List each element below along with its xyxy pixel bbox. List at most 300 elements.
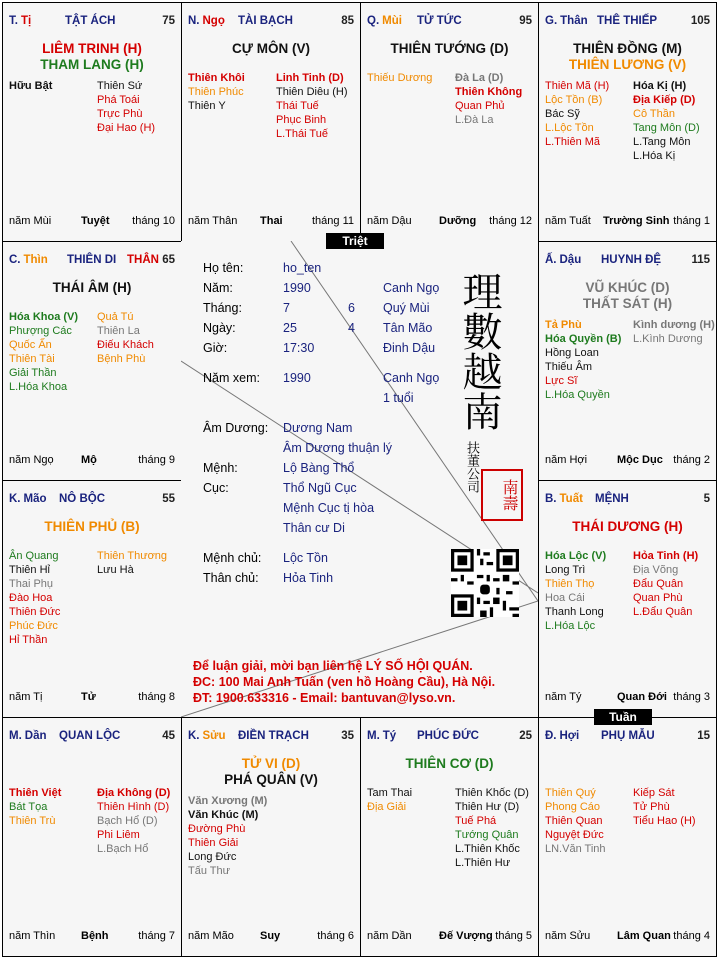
palace-header [9, 493, 177, 507]
minor-star: Địa Võng [633, 564, 679, 576]
year-label: năm Mão [188, 930, 234, 942]
palace-ty2 [360, 717, 539, 957]
info-label: Mệnh: [203, 461, 238, 475]
stem-label: K. [188, 730, 200, 742]
palace-name: THÊ THIẾP [597, 15, 658, 27]
month-label: tháng 6 [317, 930, 354, 942]
minor-star: Long Đức [188, 851, 237, 863]
palace-footer [9, 691, 177, 705]
minor-star: Lộc Tồn (B) [545, 94, 603, 106]
minor-star: L.Hóa Lộc [545, 620, 596, 632]
palace-dan [2, 717, 182, 957]
minor-star: Thiên Khốc (D) [455, 787, 529, 799]
palace-thin [2, 241, 182, 481]
minor-star: Phúc Đức [9, 620, 58, 632]
stem-label: K. [9, 493, 21, 505]
minor-stars-right [633, 79, 700, 163]
minor-star: L.Hóa Quyền [545, 389, 610, 401]
palace-footer [9, 454, 177, 468]
minor-star: L.Tang Môn [633, 136, 691, 148]
palace-ty [2, 2, 182, 242]
palace-ngo [181, 2, 361, 242]
minor-stars-left [188, 71, 245, 113]
branch-label: Ngọ [202, 15, 225, 27]
palace-dau [538, 241, 717, 481]
side-calligraphy: 扶董公司 [464, 441, 479, 493]
info-canchi: Canh Ngọ [383, 281, 440, 295]
info-value: Lộc Tồn [283, 551, 328, 565]
stem-label: C. [9, 254, 21, 266]
decade-age: 65 [162, 254, 175, 266]
info-canchi: Canh Ngọ [383, 371, 440, 385]
info-value: Thân cư Di [283, 521, 345, 535]
minor-stars-left [367, 786, 412, 814]
month-label: tháng 8 [138, 691, 175, 703]
minor-star: Đẩu Quân [633, 578, 684, 590]
minor-star: Tam Thai [367, 787, 413, 799]
palace-footer [9, 930, 177, 944]
minor-star: Hồng Loan [545, 347, 599, 359]
minor-star: Thiên Đức [9, 606, 61, 618]
minor-star: L.Thiên Mã [545, 136, 601, 148]
branch-stem [9, 15, 31, 27]
branch-label: Mùi [382, 15, 402, 27]
month-label: tháng 9 [138, 454, 175, 466]
branch-stem [9, 730, 47, 742]
minor-star: Hỉ Thần [9, 634, 48, 646]
minor-star: Thiên Quan [545, 815, 603, 827]
main-star: THÁI ÂM (H) [52, 280, 132, 295]
minor-star: Kiếp Sát [633, 787, 675, 799]
info-label: Âm Dương: [203, 421, 269, 435]
minor-star: Thiên Tài [9, 353, 55, 365]
minor-star: Giải Thần [9, 367, 57, 379]
year-label: năm Dậu [367, 215, 412, 227]
minor-star: Thiên Hỉ [9, 564, 50, 576]
minor-star: Cô Thần [633, 108, 675, 120]
decade-age: 45 [162, 730, 175, 742]
minor-star: Thiên Không [455, 86, 523, 98]
info-value: 1990 [283, 281, 311, 295]
palace-mao [2, 480, 182, 718]
info-label: Tháng: [203, 301, 242, 315]
branch-stem [545, 15, 588, 27]
minor-star: Thiên Diêu (H) [276, 86, 348, 98]
info-value: Hỏa Tinh [283, 571, 334, 585]
minor-star: Thiên Việt [9, 787, 62, 799]
minor-star: Thiếu Âm [545, 361, 593, 373]
minor-star: Thiên La [97, 325, 140, 337]
info-canchi: Quý Mùi [383, 301, 430, 315]
main-star: THIÊN LƯƠNG (V) [568, 57, 687, 72]
palace-footer [367, 930, 534, 944]
branch-stem [367, 730, 396, 742]
minor-star: Thiếu Dương [367, 72, 433, 84]
minor-star: Thiên Trù [9, 815, 56, 827]
minor-stars-right [633, 786, 696, 828]
stem-label: B. [545, 493, 557, 505]
palace-footer [9, 215, 177, 229]
minor-star: Lực Sĩ [545, 375, 578, 387]
minor-stars-left [545, 786, 606, 856]
palace-footer [545, 215, 712, 229]
palace-name: ĐIỀN TRẠCH [238, 730, 309, 742]
contact-line-1: Để luận giải, mời bạn liên hệ LÝ SỐ HỘI QUÁN. [193, 659, 473, 673]
info-value: 7 [283, 301, 290, 315]
minor-stars-left [367, 71, 432, 85]
palace-hoi [538, 717, 717, 957]
palace-header [545, 730, 712, 744]
stem-label: M. [9, 730, 22, 742]
minor-star: L.Đẩu Quân [633, 606, 693, 618]
main-star: THIÊN PHỦ (B) [44, 519, 140, 534]
palace-header [367, 730, 534, 744]
minor-star: Thanh Long [545, 606, 604, 618]
minor-star: Hóa Lộc (V) [545, 550, 607, 562]
info-value: 17:30 [283, 341, 315, 355]
info-label: Thân chủ: [203, 571, 259, 585]
info-label: Năm: [203, 281, 233, 295]
palace-footer [545, 454, 712, 468]
branch-label: Dần [24, 730, 47, 742]
info-label: Năm xem: [203, 371, 260, 385]
minor-star: Tướng Quân [455, 829, 519, 841]
info-value: Lộ Bàng Thổ [283, 461, 355, 475]
month-label: tháng 7 [138, 930, 175, 942]
info-value: 1990 [283, 371, 311, 385]
palace-header [367, 15, 534, 29]
life-stage: Dưỡng [439, 215, 477, 227]
minor-star: Đào Hoa [9, 592, 53, 604]
branch-stem [545, 730, 579, 742]
palace-header [188, 15, 356, 29]
palace-mui [360, 2, 539, 242]
minor-stars-left [9, 786, 61, 828]
palace-name: PHỤ MẪU [601, 730, 655, 742]
minor-star: Hóa Khoa (V) [9, 311, 79, 323]
stem-label: M. [367, 730, 380, 742]
palace-tuat [538, 480, 717, 718]
palace-footer [545, 930, 712, 944]
minor-star: Hỏa Tinh (H) [633, 550, 699, 562]
minor-star: Hóa Quyền (B) [545, 333, 622, 345]
calligraphy-title: 理數越南 [456, 271, 502, 431]
minor-star: Thái Tuế [276, 100, 319, 112]
main-star: THIÊN CƠ (D) [405, 756, 494, 771]
main-star: THIÊN ĐỒNG (M) [573, 41, 682, 56]
minor-star: Văn Khúc (M) [188, 809, 259, 821]
main-star: THIÊN TƯỚNG (D) [390, 41, 509, 56]
life-stage: Suy [260, 930, 281, 942]
minor-star: Phượng Các [9, 325, 72, 337]
palace-than [538, 2, 717, 242]
minor-star: Thiên Y [188, 100, 226, 112]
minor-star: L.Thiên Khốc [455, 843, 520, 855]
body-palace-marker: THÂN [127, 254, 159, 266]
month-label: tháng 12 [489, 215, 532, 227]
branch-label: Tị [20, 15, 32, 27]
decade-age: 55 [162, 493, 175, 505]
stem-label: Đ. [545, 730, 557, 742]
branch-label: Dậu [559, 254, 582, 266]
month-label: tháng 4 [673, 930, 710, 942]
decade-age: 105 [690, 15, 710, 27]
minor-star: Văn Xương (M) [188, 795, 268, 807]
main-star: PHÁ QUÂN (V) [224, 772, 318, 787]
stem-label: T. [9, 15, 18, 27]
minor-star: Bạch Hổ (D) [97, 815, 158, 827]
minor-stars-right [455, 71, 522, 127]
decade-age: 115 [691, 254, 710, 266]
palace-name: MỆNH [595, 493, 629, 505]
year-label: năm Thân [188, 215, 238, 227]
minor-star: Tuế Phá [455, 815, 497, 827]
stem-label: G. [545, 15, 558, 27]
minor-star: Điếu Khách [97, 339, 154, 351]
palace-name: PHÚC ĐỨC [417, 730, 479, 742]
contact-line-3: ĐT: 1900.633316 - Email: bantuvan@lyso.vn. [193, 691, 456, 705]
decade-age: 95 [519, 15, 532, 27]
minor-stars-left [545, 549, 606, 633]
year-label: năm Mùi [9, 215, 52, 227]
minor-star: Bát Tọa [9, 801, 48, 813]
branch-label: Thân [560, 15, 588, 27]
year-label: năm Sửu [545, 930, 591, 942]
info-value: 25 [283, 321, 297, 335]
minor-star: Nguyệt Đức [545, 829, 604, 841]
year-label: năm Tị [9, 691, 43, 703]
minor-star: Hóa Kị (H) [633, 80, 687, 92]
decade-age: 85 [341, 15, 354, 27]
minor-star: Quan Phù [633, 592, 683, 604]
minor-stars-left [9, 310, 78, 394]
minor-star: L.Lộc Tồn [545, 122, 594, 134]
stem-label: N. [188, 15, 200, 27]
minor-star: Địa Không (D) [97, 787, 171, 799]
palace-header [545, 254, 712, 268]
info-label: Họ tên: [203, 261, 244, 275]
branch-label: Tý [382, 730, 397, 742]
minor-star: L.Đà La [455, 114, 494, 126]
minor-star: Hữu Bật [9, 80, 53, 92]
main-star: THÁI DƯƠNG (H) [572, 519, 683, 534]
minor-star: Kình dương (H) [633, 319, 715, 331]
contact-line-2: ĐC: 100 Mai Anh Tuấn (ven hồ Hoàng Cầu), Hà Nội. [193, 675, 496, 689]
minor-star: Thai Phụ [9, 578, 54, 590]
minor-star: Thiên Sứ [97, 80, 143, 92]
minor-star: Ân Quang [9, 550, 59, 562]
branch-stem [367, 15, 402, 27]
branch-label: Tuất [559, 493, 583, 505]
minor-stars-left [9, 549, 60, 647]
decade-age: 15 [697, 730, 710, 742]
minor-stars-right [97, 79, 155, 135]
minor-star: Phong Cáo [545, 801, 601, 813]
minor-star: Tiểu Hao (H) [633, 815, 696, 827]
life-stage: Thai [260, 215, 283, 227]
main-star: THAM LANG (H) [40, 57, 144, 72]
minor-star: Thiên Thọ [545, 578, 595, 590]
palace-header [545, 493, 712, 507]
minor-star: Bác Sỹ [545, 108, 580, 120]
life-stage: Mộ [81, 454, 97, 466]
palace-header [9, 254, 177, 268]
minor-star: Phi Liêm [97, 829, 140, 841]
minor-star: Tang Môn (D) [633, 122, 700, 134]
tuan-marker: Tuần [594, 709, 652, 725]
minor-stars-right [97, 310, 154, 366]
minor-star: Bệnh Phù [97, 353, 146, 365]
branch-label: Mão [23, 493, 47, 505]
minor-star: Tả Phù [545, 319, 582, 331]
minor-stars-right [97, 786, 170, 856]
minor-star: Địa Kiếp (D) [633, 94, 696, 106]
minor-stars-right [276, 71, 348, 141]
minor-stars-left [545, 318, 621, 402]
minor-star: L.Thiên Hư [455, 857, 511, 869]
info-value: ho_ten [283, 261, 322, 275]
info-label: Ngày: [203, 321, 236, 335]
main-star: THẤT SÁT (H) [582, 296, 673, 311]
branch-stem [545, 254, 581, 266]
main-star: VŨ KHÚC (D) [585, 280, 670, 295]
qr-code-icon[interactable] [451, 549, 519, 617]
palace-suu [181, 717, 361, 957]
life-stage: Lâm Quan [617, 930, 671, 942]
minor-star: Lưu Hà [97, 564, 134, 576]
decade-age: 35 [341, 730, 354, 742]
minor-star: Đại Hao (H) [97, 122, 156, 134]
minor-star: Thiên Mã (H) [545, 80, 610, 92]
palace-footer [188, 215, 356, 229]
month-label: tháng 10 [132, 215, 175, 227]
palace-footer [367, 215, 534, 229]
year-label: năm Thìn [9, 930, 56, 942]
palace-footer [188, 930, 356, 944]
info-canchi: 1 tuổi [383, 391, 414, 405]
minor-star: L.Kình Dương [633, 333, 703, 345]
minor-star: Đà La (D) [455, 72, 504, 84]
month-label: tháng 1 [673, 215, 710, 227]
minor-stars-right [633, 549, 698, 619]
minor-star: Trực Phù [97, 108, 143, 120]
info-label: Mệnh chủ: [203, 551, 262, 565]
minor-star: Hoa Cái [545, 592, 585, 604]
year-label: năm Ngọ [9, 454, 54, 466]
minor-star: Thiên Hư (D) [455, 801, 520, 813]
decade-age: 75 [162, 15, 175, 27]
minor-star: Phục Binh [276, 114, 327, 126]
palace-header [545, 15, 712, 29]
minor-stars-right [97, 549, 167, 577]
palace-name: THIÊN DI [67, 254, 117, 266]
branch-label: Thìn [23, 254, 48, 266]
month-label: tháng 3 [673, 691, 710, 703]
branch-stem [545, 493, 583, 505]
year-label: năm Hợi [545, 454, 588, 466]
decade-age: 25 [519, 730, 532, 742]
minor-star: Địa Giải [367, 801, 407, 813]
minor-star: LN.Văn Tinh [545, 843, 606, 855]
minor-star: Thiên Giải [188, 837, 239, 849]
info-value: Thổ Ngũ Cục [283, 481, 357, 495]
branch-stem [9, 254, 48, 266]
info-value: Mệnh Cục tị hòa [283, 501, 375, 515]
stem-label: Q. [367, 15, 380, 27]
month-label: tháng 11 [311, 215, 354, 227]
minor-star: Thiên Hình (D) [97, 801, 170, 813]
palace-name: TỬ TỨC [417, 15, 462, 27]
minor-star: Thiên Thương [97, 550, 168, 562]
month-label: tháng 2 [673, 454, 710, 466]
life-stage: Đế Vượng [439, 930, 493, 942]
center-info-panel [181, 241, 538, 717]
palace-name: TÀI BẠCH [238, 15, 293, 27]
life-stage: Mộc Dục [617, 454, 663, 466]
month-label: tháng 5 [495, 930, 532, 942]
info-label: Giờ: [203, 341, 228, 355]
branch-stem [188, 15, 225, 27]
minor-star: L.Bạch Hổ [97, 843, 149, 855]
branch-label: Sửu [202, 730, 226, 742]
info-canchi: Đinh Dậu [383, 341, 436, 355]
palace-header [188, 730, 356, 744]
minor-star: Linh Tinh (D) [276, 72, 344, 84]
info-canchi: Tân Mão [383, 321, 433, 335]
life-stage: Quan Đới [617, 691, 667, 703]
main-star: CỰ MÔN (V) [232, 41, 310, 56]
minor-stars-left [545, 79, 609, 149]
minor-star: Long Trì [545, 564, 586, 576]
year-label: năm Tuất [545, 215, 591, 227]
minor-star: Tấu Thư [188, 865, 231, 877]
minor-stars-right [633, 318, 715, 346]
info-lunar-value: 6 [348, 301, 355, 315]
palace-footer [545, 691, 712, 705]
minor-star: Thiên Quý [545, 787, 596, 799]
life-stage: Tuyệt [81, 215, 110, 227]
minor-star: L.Hóa Khoa [9, 381, 68, 393]
minor-star: L.Thái Tuế [276, 128, 328, 140]
info-label: Cục: [203, 481, 229, 495]
info-value: Dương Nam [283, 421, 353, 435]
triet-marker: Triệt [326, 233, 384, 249]
palace-name: TẬT ÁCH [65, 15, 116, 27]
life-stage: Tử [81, 691, 96, 703]
palace-name: HUYNH ĐỆ [601, 254, 662, 266]
main-star: LIÊM TRINH (H) [42, 41, 142, 56]
minor-star: Thiên Phúc [188, 86, 244, 98]
branch-stem [188, 730, 226, 742]
minor-stars-left [9, 79, 52, 93]
minor-stars-right [455, 786, 529, 870]
life-stage: Bệnh [81, 930, 109, 942]
branch-stem [9, 493, 47, 505]
branch-label: Hợi [559, 730, 580, 742]
minor-star: Thiên Khôi [188, 72, 245, 84]
palace-name: NÔ BỘC [59, 493, 105, 505]
info-lunar-value: 4 [348, 321, 355, 335]
palace-header [9, 15, 177, 29]
year-label: năm Tý [545, 691, 582, 703]
minor-star: Tử Phù [633, 801, 670, 813]
info-value: Âm Dương thuận lý [283, 441, 392, 455]
minor-stars-left [188, 794, 267, 878]
main-star: TỬ VI (D) [241, 756, 301, 771]
decade-age: 5 [703, 493, 710, 505]
minor-star: L.Hóa Kị [633, 150, 676, 162]
minor-star: Quan Phủ [455, 100, 505, 112]
